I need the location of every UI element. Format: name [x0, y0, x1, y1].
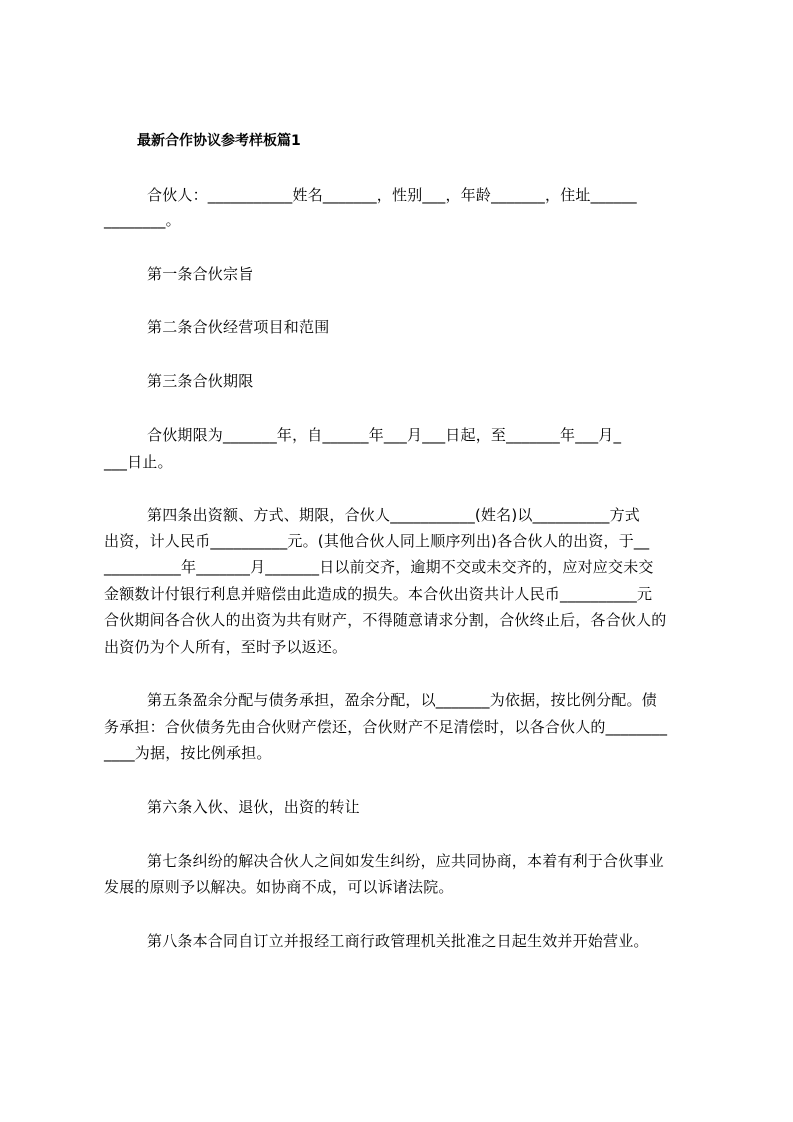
term-period-line-2: ___日止。 [104, 453, 173, 471]
article-4-line-5: 合伙期间各合伙人的出资为共有财产，不得随意请求分割，合伙终止后，各合伙人的 [104, 611, 667, 629]
article-4-line-6: 出资仍为个人所有，至时予以返还。 [104, 638, 348, 656]
article-7-line-2: 发展的原则予以解决。如协商不成，可以诉诸法院。 [104, 878, 454, 896]
partner-info-line-2: ________。 [104, 211, 181, 229]
article-4-line-1: 第四条出资额、方式、期限，合伙人___________(姓名)以__________方式 [147, 506, 641, 524]
article-3-heading: 第三条合伙期限 [147, 372, 254, 390]
article-1-heading: 第一条合伙宗旨 [147, 265, 254, 283]
article-6-heading: 第六条入伙、退伙，出资的转让 [147, 798, 360, 816]
partner-info-line-1: 合伙人：___________姓名_______，性别___，年龄_______，住址______ [147, 186, 637, 204]
article-5-line-2: 务承担：合伙债务先由合伙财产偿还，合伙财产不足清偿时，以各合伙人的________ [104, 718, 668, 736]
article-7-line-1: 第七条纠纷的解决合伙人之间如发生纠纷，应共同协商，本着有利于合伙事业 [147, 852, 664, 870]
article-5-line-3: ____为据，按比例承担。 [104, 744, 272, 762]
article-8-line: 第八条本合同自订立并报经工商行政管理机关批准之日起生效并开始营业。 [147, 932, 649, 950]
article-2-heading: 第二条合伙经营项目和范围 [147, 318, 330, 336]
article-4-line-3: __________年_______月_______日以前交齐，逾期不交或未交齐的，应对应交未交 [104, 558, 654, 576]
article-4-line-4: 金额数计付银行利息并赔偿由此造成的损失。本合伙出资共计人民币__________元 [104, 585, 653, 603]
article-4-line-2: 出资，计人民币__________元。(其他合伙人同上顺序列出)各合伙人的出资，于__ [104, 532, 650, 550]
document-title: 最新合作协议参考样板篇1 [137, 133, 301, 149]
term-period-line-1: 合伙期限为_______年，自______年___月___日起，至_______年___月_ [147, 426, 622, 444]
article-5-line-1: 第五条盈余分配与债务承担，盈余分配，以_______为依据，按比例分配。债 [147, 691, 657, 709]
